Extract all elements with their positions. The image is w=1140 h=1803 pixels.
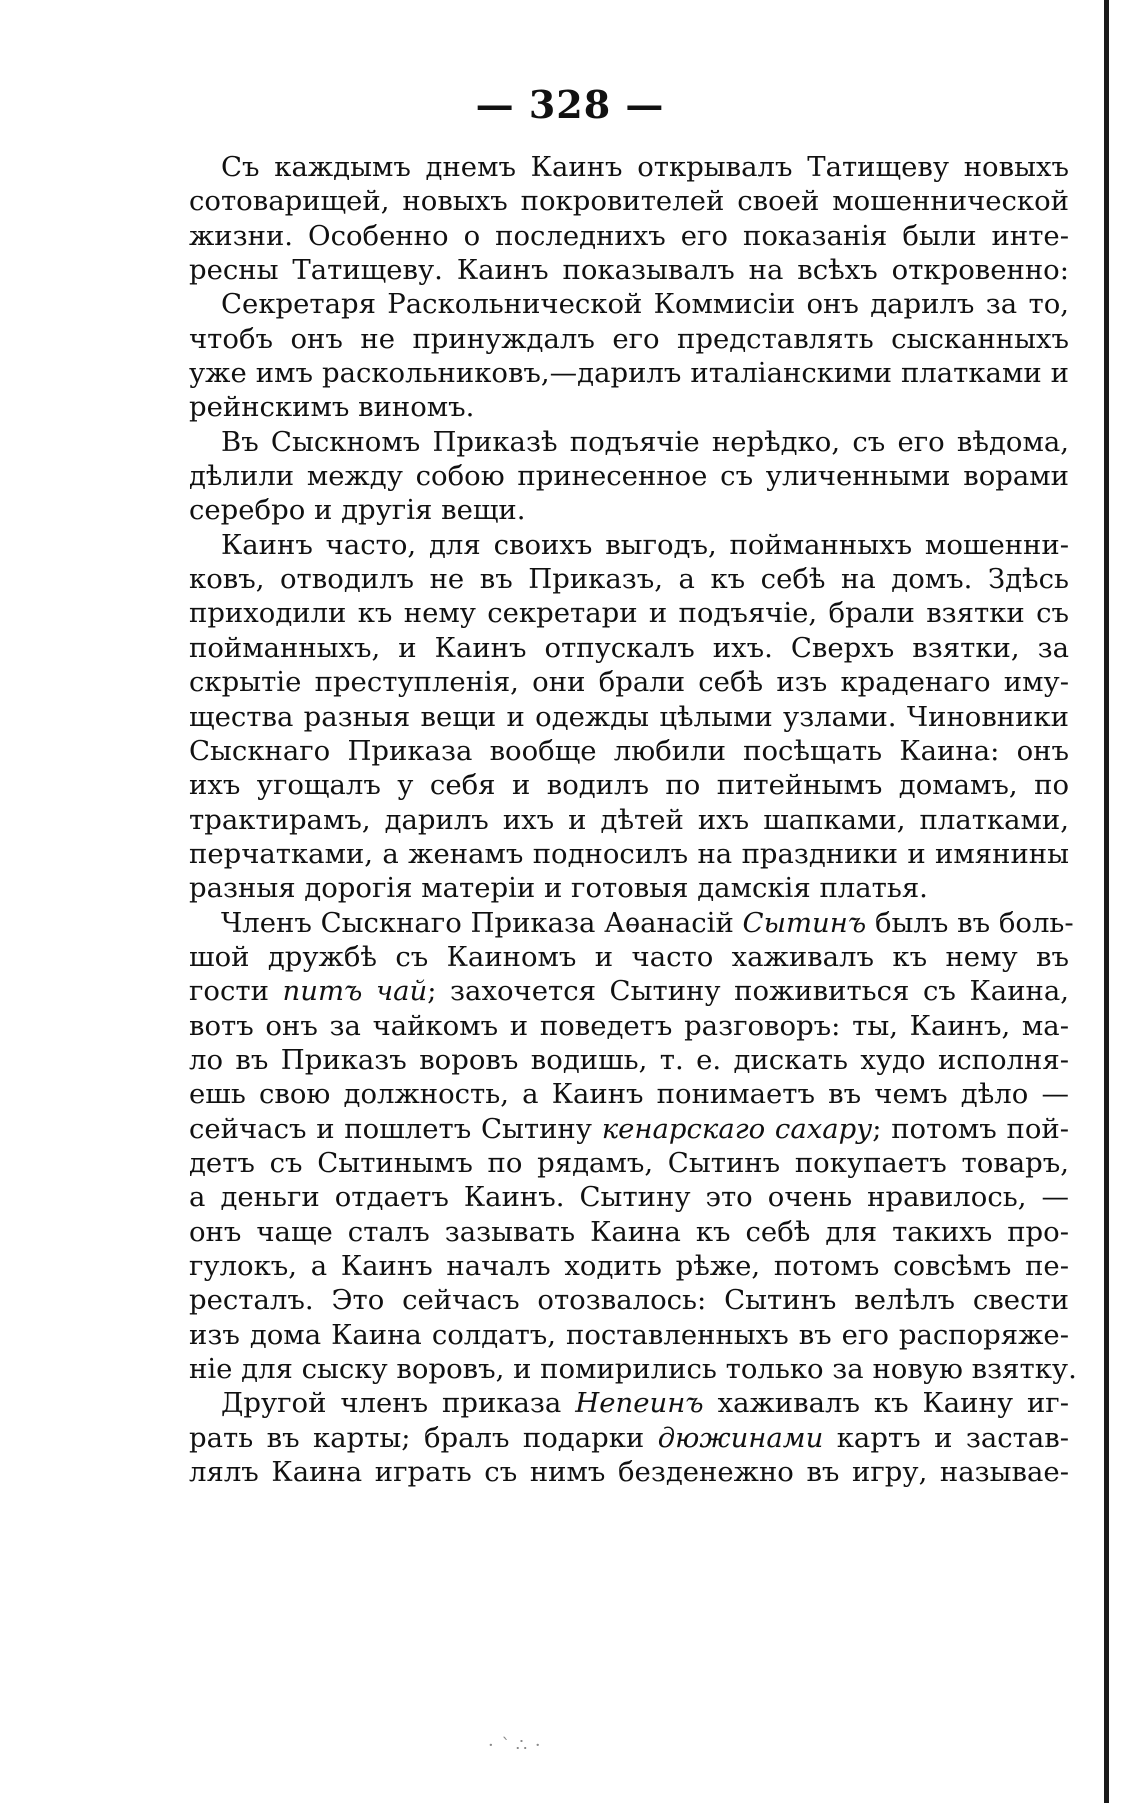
text-line: перчатками, а женамъ подносилъ на праздники и имянины [189, 837, 1069, 870]
text-line: ихъ угощалъ у себя и водилъ по питейнымъ домамъ, по [189, 769, 1069, 802]
text-line: изъ дома Каина солдатъ, поставленныхъ въ его распоряже- [189, 1318, 1069, 1351]
italic-term: Непеинъ [575, 1387, 704, 1420]
text-line: рать въ карты; бралъ подарки дюжинами картъ и застав- [189, 1421, 1069, 1454]
text-line: ло въ Приказъ воровъ водишь, т. е. дискать худо исполня- [189, 1043, 1069, 1076]
body-text [189, 150, 1077, 1489]
text-line: Другой членъ приказа Непеинъ хаживалъ къ Каину иг- [221, 1387, 1069, 1420]
text-line: приходили къ нему секретари и подъячіе, брали взятки съ [189, 597, 1069, 630]
text-line: уже имъ раскольниковъ,—дарилъ италіанскими платками и [189, 357, 1069, 390]
text-line: ковъ, отводилъ не въ Приказъ, а къ себѣ на домъ. Здѣсь [189, 563, 1069, 596]
text-line: ресталъ. Это сейчасъ отозвалось: Сытинъ велѣлъ свести [189, 1284, 1069, 1317]
text-line: а деньги отдаетъ Каинъ. Сытину это очень нравилось, — [189, 1181, 1069, 1214]
italic-term: кенарскаго сахару [601, 1112, 873, 1145]
text-line: трактирамъ, дарилъ ихъ и дѣтей ихъ шапками, платками, [189, 803, 1069, 836]
text-line: гости питъ чай; захочется Сытину поживиться съ Каина, [189, 975, 1069, 1008]
text-line: ніе для сыску воровъ, и помирились только за новую взятку. [189, 1353, 1077, 1386]
text-line: Членъ Сыскнаго Приказа Аѳанасій Сытинъ былъ въ боль- [221, 906, 1074, 939]
text-line: дѣлили между собою принесенное съ уличенными ворами [189, 460, 1069, 493]
italic-term: дюжинами [657, 1421, 824, 1454]
text-line: жизни. Особенно о последнихъ его показанія были инте- [189, 219, 1069, 252]
text-line: Каинъ часто, для своихъ выгодъ, пойманныхъ мошенни- [221, 528, 1069, 561]
page-number: — 328 — [475, 82, 665, 127]
text-line: шой дружбѣ съ Каиномъ и часто хаживалъ къ нему въ [189, 940, 1069, 973]
text-line: Въ Сыскномъ Приказѣ подъячіе нерѣдко, съ его вѣдома, [221, 425, 1069, 458]
text-line: ресны Татищеву. Каинъ показывалъ на всѣхъ откровенно: [189, 254, 1069, 287]
text-line: сейчасъ и пошлетъ Сытину кенарскаго сахару; потомъ пой- [189, 1112, 1069, 1145]
text-line: Съ каждымъ днемъ Каинъ открывалъ Татищеву новыхъ [221, 151, 1069, 183]
italic-term: Сытинъ [742, 906, 867, 939]
text-line: серебро и другія вещи. [189, 494, 526, 527]
text-line: разныя дорогія матеріи и готовыя дамскія платья. [189, 872, 928, 905]
text-line: вотъ онъ за чайкомъ и поведетъ разговоръ: ты, Каинъ, ма- [189, 1009, 1069, 1042]
page-edge-rule [1104, 0, 1109, 1803]
text-line: чтобъ онъ не принуждалъ его представлять сысканныхъ [189, 322, 1069, 355]
text-line: сотоварищей, новыхъ покровителей своей мошеннической [189, 185, 1069, 218]
text-line: скрытіе преступленія, они брали себѣ изъ краденаго иму- [189, 666, 1069, 699]
text-line: пойманныхъ, и Каинъ отпускалъ ихъ. Сверхъ взятки, за [189, 631, 1069, 664]
text-line: рейнскимъ виномъ. [189, 391, 475, 424]
text-line: лялъ Каина играть съ нимъ безденежно въ игру, называе- [189, 1456, 1069, 1489]
text-line: гулокъ, а Каинъ началъ ходить рѣже, потомъ совсѣмъ пе- [189, 1250, 1069, 1282]
text-line: Сыскнаго Приказа вообще любили посѣщать Каина: онъ [189, 734, 1069, 767]
text-line: детъ съ Сытинымъ по рядамъ, Сытинъ покупаетъ товаръ, [189, 1146, 1069, 1179]
text-line: ешь свою должность, а Каинъ понимаетъ въ чемъ дѣло — [189, 1078, 1069, 1111]
text-line: щества разныя вещи и одежды цѣлыми узлами. Чиновники [189, 700, 1069, 733]
text-line: онъ чаще сталъ зазывать Каина къ себѣ для такихъ про- [189, 1215, 1069, 1248]
text-line: Секретаря Раскольнической Коммисіи онъ дарилъ за то, [221, 288, 1069, 321]
italic-term: питъ чай [282, 975, 428, 1008]
scan-artifact-mark: · ՝ ∴ · [488, 1735, 542, 1756]
